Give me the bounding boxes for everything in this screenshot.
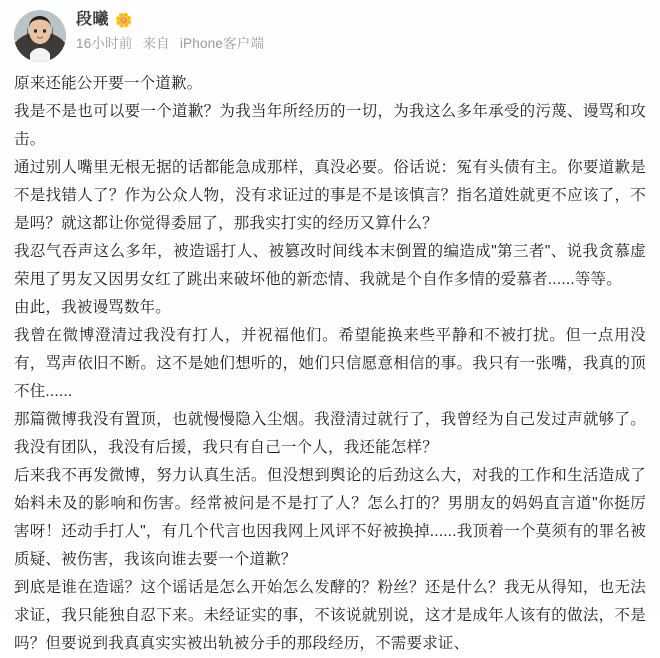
flower-badge-icon: 🌼 [115,12,133,28]
author-name[interactable]: 段曦 [76,11,110,28]
post-paragraph: 原来还能公开要一个道歉。 [14,75,203,92]
post-paragraph: 我曾在微博澄清过我没有打人，并祝福他们。希望能换来些平静和不被打扰。但一点用没有，骂声依旧不断。这不是她们想听的，她们只信愿意相信的事。我只有一张嘴，我真的顶不住...... [14,327,646,400]
post-paragraph: 我是不是也可以要一个道歉？为我当年所经历的一切，为我这么多年承受的污蔑、谩骂和攻击。 [14,103,646,148]
post-paragraph: 由此，我被谩骂数年。 [14,299,172,316]
post-paragraph: 通过别人嘴里无根无据的话都能急成那样，真没必要。俗话说：冤有头债有主。你要道歉是不是找错人了？作为公众人物，没有求证过的事是不是该慎言？指名道姓就更不应该了，不是吗？就这都让你觉得委屈了，那我实打实的经历又算什么？ [14,159,646,232]
post-paragraph: 那篇微博我没有置顶，也就慢慢隐入尘烟。我澄清过就行了，我曾经为自己发过声就够了。我没有团队，我没有后援，我只有自己一个人，我还能怎样？ [14,411,646,456]
post-source[interactable]: iPhone客户端 [179,36,265,51]
post-paragraph: 我忍气吞声这么多年，被造谣打人、被篡改时间线本末倒置的编造成"第三者"、说我贪慕虚荣甩了男友又因男女红了跳出来破坏他的新恋情、我就是个自作多情的爱慕者......等等。 [14,243,646,288]
post-header [14,10,646,62]
header-text [76,10,264,51]
post-paragraph: 后来我不再发微博，努力认真生活。但没想到舆论的后劲这么大，对我的工作和生活造成了始料未及的影响和伤害。经常被问是不是打了人？怎么打的？男朋友的妈妈直言道"你挺厉害呀！还动手打人"，有几个代言也因我网上风评不好被换掉......我顶着一个莫须有的罪名被质疑、被伤害，我该向谁去要一个道歉？ [14,467,646,568]
post-time: 16小时前 [76,36,133,51]
post-content [14,70,646,658]
author-row [76,12,264,28]
avatar[interactable] [14,10,66,62]
from-label: 来自 [142,36,170,51]
post-paragraph: 到底是谁在造谣？这个谣话是怎么开始怎么发酵的？粉丝？还是什么？我无从得知，也无法求证，我只能独自忍下来。未经证实的事，不该说就别说，这才是成年人该有的做法，不是吗？但要说到我真真实实被出轨被分手的那段经历，不需要求证、 [14,579,646,652]
post-meta [76,37,264,51]
